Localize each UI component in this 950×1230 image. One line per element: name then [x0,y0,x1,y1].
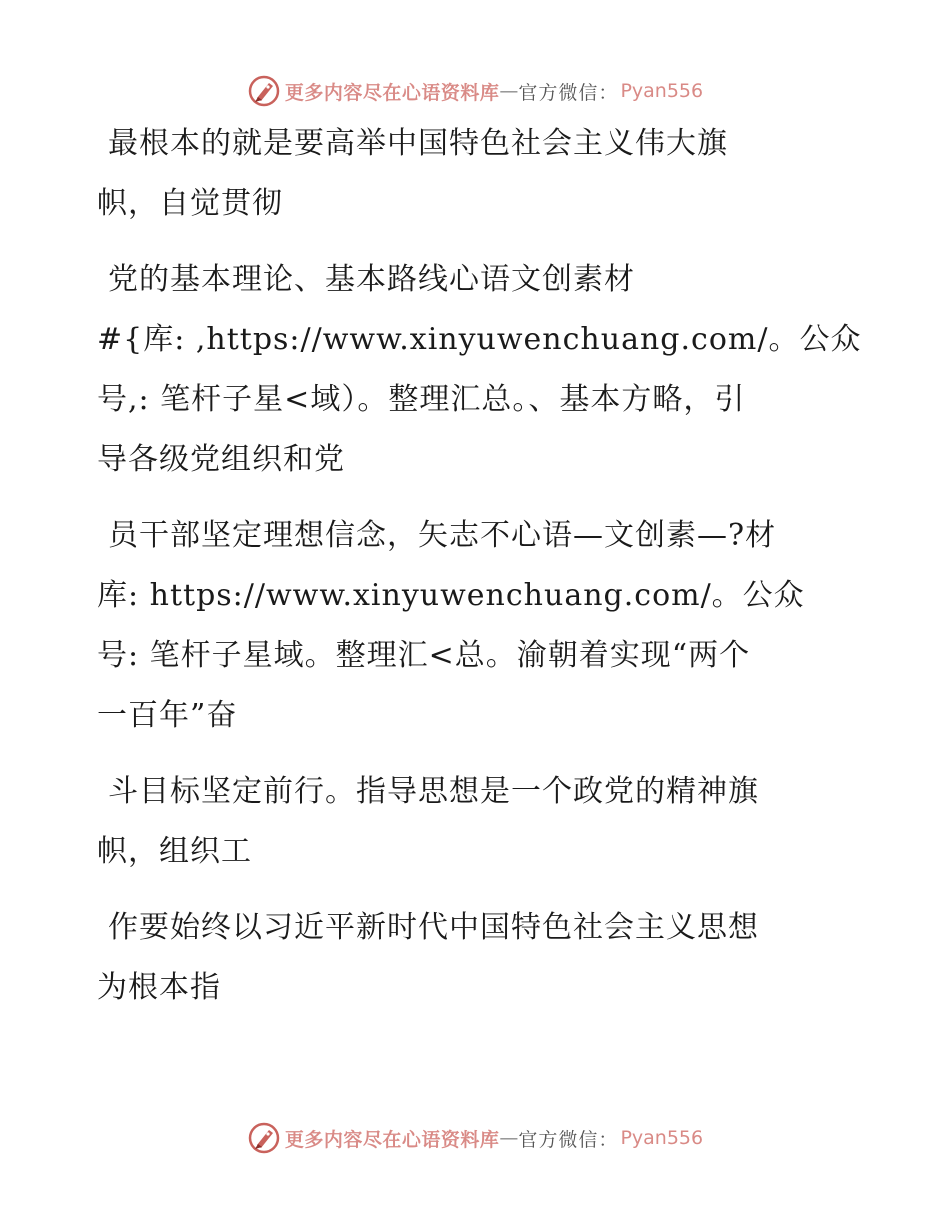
text-line: 最根本的就是要高举中国特色社会主义伟大旗 [108,126,728,161]
text-line: 号: 笔杆子星域。整理汇<总。渝朝着实现“两个 [97,638,751,673]
document-body [0,114,950,1034]
pen-nib-logo-icon [247,1121,281,1155]
footer-slogan: 更多内容尽在心语资料库 [284,1128,500,1151]
pen-nib-logo-icon [247,74,281,108]
text-line: 一百年”奋 [97,698,238,733]
text-line: 库: https://www.xinyuwenchuang.com/。公众 [97,578,805,613]
text-line: 党的基本理论、基本路线心语文创素材 [108,262,635,297]
text-line: #{库: ,https://www.xinyuwenchuang.com/。公众 [97,322,862,357]
text-line: 员干部坚定理想信念，矢志不心语—文创素—?材 [108,518,777,553]
text-line: 帜，组织工 [97,834,252,869]
footer-banner [0,1118,950,1158]
header-banner [0,71,950,111]
paragraph-3 [0,506,950,746]
text-line: 作要始终以习近平新时代中国特色社会主义思想 [108,910,759,945]
text-line: 号,: 笔杆子星<域）。整理汇总。、基本方略，引 [97,382,746,417]
footer-wechat-label: 官方微信： [518,1128,619,1151]
text-line: 斗目标坚定前行。指导思想是一个政党的精神旗 [108,774,759,809]
text-line: 为根本指 [97,970,221,1005]
text-line: 导各级党组织和党 [97,442,345,477]
paragraph-2 [0,250,950,490]
header-dash: — [499,80,519,102]
paragraph-5 [0,898,950,1018]
header-wechat-label: 官方微信： [518,81,619,104]
footer-dash: — [499,1127,519,1149]
paragraph-4 [0,762,950,882]
paragraph-1 [0,114,950,234]
header-wechat-id: Pyan556 [620,80,704,102]
header-slogan: 更多内容尽在心语资料库 [284,81,500,104]
footer-wechat-id: Pyan556 [620,1127,704,1149]
text-line: 帜，自觉贯彻 [97,186,283,221]
